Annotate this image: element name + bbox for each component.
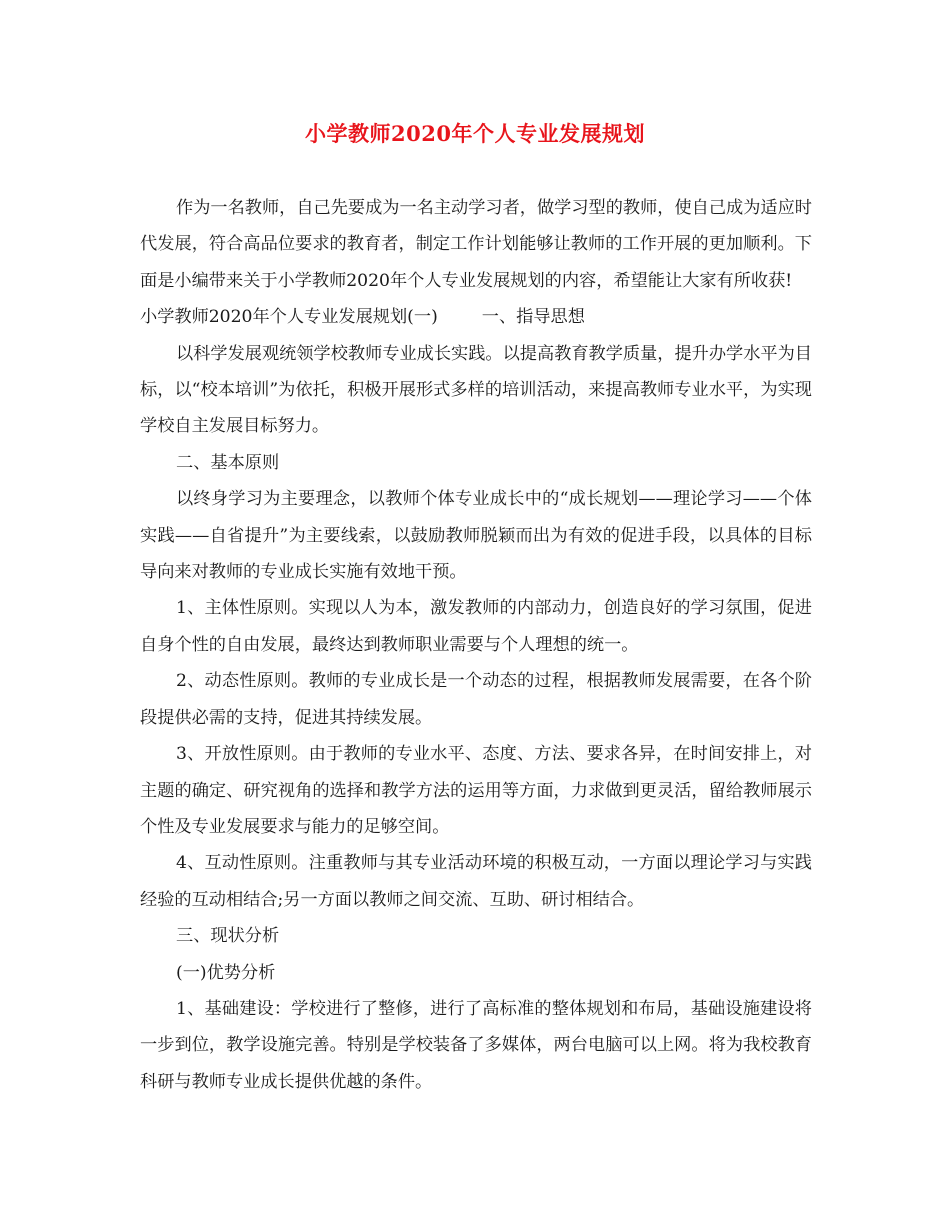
- section-2-heading: 二、基本原则: [176, 452, 280, 473]
- document-title: 小学教师2020年个人专业发展规划: [305, 121, 645, 146]
- section-1-heading: 一、指导思想: [481, 307, 585, 328]
- principle-3-paragraph: 3、开放性原则。由于教师的专业水平、态度、方法、要求各异，在时间安排上，对主题的确定、研究视角的选择和教学方法的运用等方面，力求做到更灵活，留给教师展示个性及专业发展要求与能力的足够空间。: [140, 744, 812, 837]
- section-1-paragraph: 以科学发展观统领学校教师专业成长实践。以提高教育教学质量，提升办学水平为目标，以“校本培训”为依托，积极开展形式多样的培训活动，来提高教师专业水平，为实现学校自主发展目标努力。: [140, 343, 812, 437]
- section-3-heading: 三、现状分析: [176, 926, 280, 947]
- subsection-1-heading: (一)优势分析: [176, 962, 276, 983]
- intro-paragraph: 作为一名教师，自己先要成为一名主动学习者，做学习型的教师，使自己成为适应时代发展，符合高品位要求的教育者，制定工作计划能够让教师的工作开展的更加顺利。下面是小编带来关于小学教师2020年个人专业发展规划的内容，希望能让大家有所收获!: [140, 198, 812, 291]
- part-one-line: [140, 299, 812, 335]
- advantage-1-paragraph: 1、基础建设：学校进行了整修，进行了高标准的整体规划和布局，基础设施建设将一步到位，教学设施完善。特别是学校装备了多媒体，两台电脑可以上网。将为我校教育科研与教师专业成长提供优越的条件。: [140, 998, 812, 1092]
- principle-1-paragraph: 1、主体性原则。实现以人为本，激发教师的内部动力，创造良好的学习氛围，促进自身个性的自由发展，最终达到教师职业需要与个人理想的统一。: [140, 598, 812, 655]
- document-body: [140, 190, 812, 1100]
- part-one-label: 小学教师2020年个人专业发展规划(一): [140, 307, 438, 328]
- section-2-paragraph: 以终身学习为主要理念，以教师个体专业成长中的“成长规划——理论学习——个体实践——自省提升”为主要线索，以鼓励教师脱颖而出为有效的促进手段，以具体的目标导向来对教师的专业成长实施有效地干预。: [140, 489, 812, 583]
- principle-2-paragraph: 2、动态性原则。教师的专业成长是一个动态的过程，根据教师发展需要，在各个阶段提供必需的支持，促进其持续发展。: [140, 671, 812, 728]
- principle-4-paragraph: 4、互动性原则。注重教师与其专业活动环境的积极互动，一方面以理论学习与实践经验的互动相结合;另一方面以教师之间交流、互助、研讨相结合。: [140, 853, 812, 910]
